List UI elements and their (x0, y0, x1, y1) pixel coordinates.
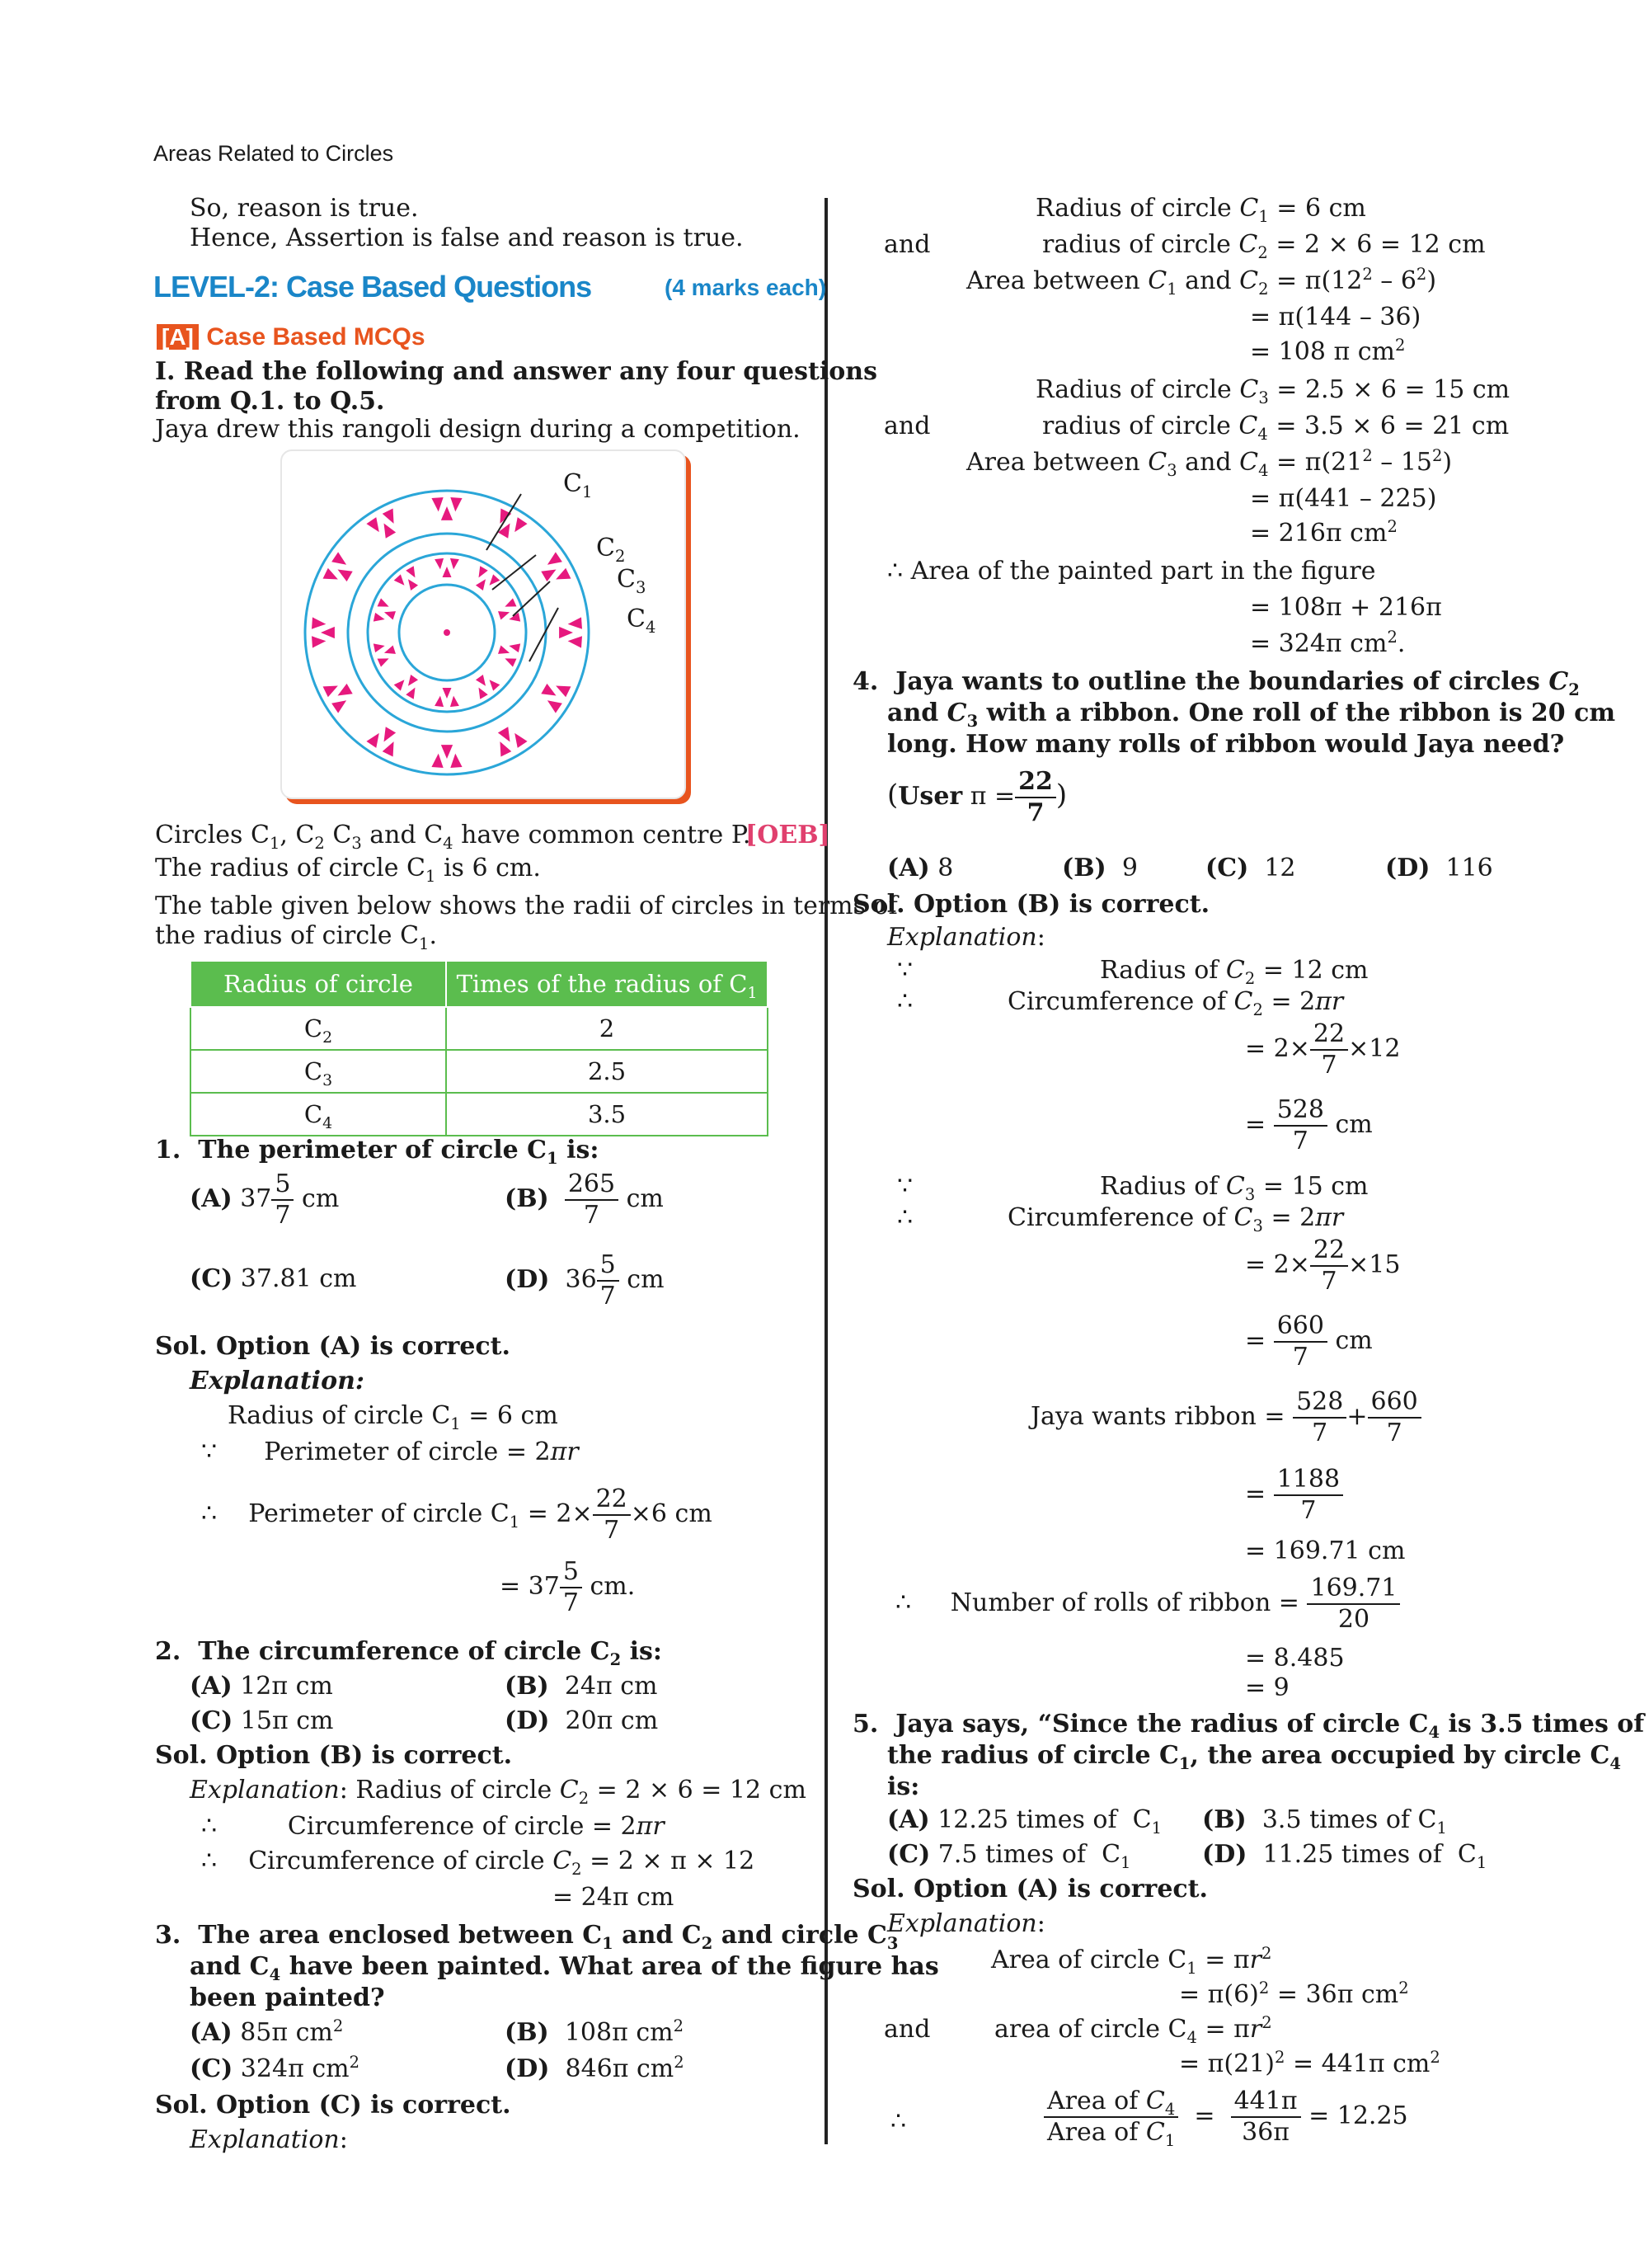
q3-solution: Sol. Option (C) is correct. (155, 2091, 511, 2120)
instruction-line-2: from Q.1. to Q.5. (155, 387, 385, 416)
case-mcq-heading (157, 323, 425, 351)
q2-step-4: = 24π cm (552, 1883, 674, 1912)
rangoli-triangle (366, 733, 378, 748)
fig-label-c3: $C_3$ (617, 565, 646, 597)
q5-explanation: Explanation: (887, 1909, 1045, 1938)
q5-option-a: (A) 12.25 times of $C_1$ (887, 1805, 1163, 1837)
q4-step-4: = $\frac{528}{7}$ cm (1245, 1095, 1373, 1155)
fig-label-c4: $C_4$ (627, 605, 656, 637)
radius-c1-text: The radius of circle $C_1$ is 6 cm. (155, 854, 541, 886)
q2-option-c: (C) 15π cm (190, 1706, 334, 1735)
q4-explanation: Explanation: (887, 923, 1045, 952)
column-divider (824, 198, 828, 2144)
because-symbol: ∵ (897, 956, 914, 985)
instruction-line-1: I. Read the following and answer any four questions (155, 357, 877, 386)
rangoli-triangle (556, 568, 571, 580)
q3-step-5: = 108 π $cm^2$ (1250, 336, 1406, 366)
q3-option-b: (B) 108π $cm^2$ (505, 2016, 684, 2047)
rangoli-triangle (509, 643, 520, 652)
rangoli-figure (282, 451, 684, 798)
q2-step-3: ∴ Circumference of circle $C_2 = 2 \times \pi \times 12$ (201, 1847, 755, 1879)
q1-explanation: Explanation: (190, 1367, 364, 1395)
q3-step-9: = π(441 – 225) (1250, 484, 1437, 513)
q4-step-7: = 2× $\frac{22}{7}$ ×15 (1245, 1235, 1401, 1296)
q5-step-5: $\frac{Area of C_4}{Area of C_1}$ = $\frac{441\pi}{36\pi}$ = 12.25 (1044, 2087, 1408, 2148)
rangoli-triangle (378, 658, 389, 666)
rangoli-triangle (312, 636, 326, 647)
q4-step-13: = 8.485 (1245, 1644, 1345, 1673)
marks-label: (4 marks each) (665, 275, 827, 300)
rangoli-triangle (547, 552, 562, 564)
q1-option-c: (C) 37.81 cm (190, 1264, 357, 1293)
rangoli-triangle (443, 688, 452, 699)
rangoli-triangle (312, 617, 326, 628)
q5-step-3: area of circle $C_4 = \pi r^2$ (994, 2013, 1272, 2047)
rangoli-triangle (321, 627, 335, 638)
q4-step-5: Radius of $C_3 = 15$ cm (1100, 1172, 1369, 1204)
q1-step-3: ∴ Perimeter of circle $C_1 = 2\times$ $\frac{22}{7}$ ×6 cm (201, 1485, 712, 1545)
rangoli-triangle (378, 598, 389, 606)
rangoli-triangle (373, 613, 385, 622)
rangoli-triangle (384, 727, 397, 741)
q4-step-9: Jaya wants ribbon = $\frac{528}{7}$ + $\frac{660}{7}$ (1031, 1387, 1421, 1448)
section-title: Case Based MCQs (206, 323, 425, 351)
rangoli-triangle (323, 568, 338, 580)
and-label: and (884, 230, 931, 259)
rangoli-triangle (394, 680, 405, 690)
rangoli-triangle (373, 643, 385, 652)
q3-option-c: (C) 324π $cm^2$ (190, 2053, 359, 2083)
q3-option-d: (D) 846π $cm^2$ (505, 2053, 684, 2083)
rangoli-triangle (541, 684, 556, 696)
rangoli-triangle (441, 745, 453, 759)
section-tag: [A] (157, 324, 199, 350)
table-row (190, 1050, 768, 1093)
rangoli-triangle (450, 696, 459, 708)
rangoli-triangle (476, 675, 486, 686)
rangoli-triangle (431, 754, 443, 768)
oeb-tag: [OEB] (745, 821, 830, 849)
q5-step-2: = $\pi(6)^2 = 36\pi$ $cm^2$ (1179, 1979, 1409, 2009)
rangoli-triangle (556, 685, 571, 697)
rangoli-triangle (500, 509, 511, 524)
q5-step-4: = $\pi(21)^2 = 441\pi$ $cm^2$ (1179, 2048, 1440, 2078)
rangoli-triangle (450, 558, 459, 570)
rangoli-triangle (435, 696, 444, 708)
rangoli-triangle (514, 733, 527, 748)
rangoli-triangle (406, 566, 415, 577)
rangoli-triangle (408, 675, 418, 686)
therefore-symbol: ∴ (890, 2107, 907, 2136)
q3-step-7: radius of circle $C_4 = 3.5 \times 6 = 21$ cm (1042, 412, 1510, 444)
q3-text-3: been painted? (190, 1983, 385, 2012)
q2-solution: Sol. Option (B) is correct. (155, 1741, 513, 1770)
q5-text-1: 5. Jaya says, “Since the radius of circle $C_4$ is 3.5 times of (853, 1710, 1645, 1742)
and-label: and (884, 412, 931, 440)
q3-step-11: ∴ Area of the painted part in the figure (887, 557, 1376, 586)
rangoli-triangle (406, 688, 415, 699)
rangoli-triangle (337, 570, 352, 582)
rangoli-triangle (366, 517, 378, 532)
fig-label-c2: $C_2$ (596, 534, 626, 566)
rangoli-triangle (450, 754, 462, 768)
rangoli-triangle (547, 700, 562, 713)
rangoli-triangle (450, 497, 462, 511)
q5-option-c: (C) 7.5 times of $C_1$ (887, 1840, 1131, 1872)
q3-step-10: = 216π $cm^2$ (1250, 517, 1398, 548)
table-header: Times of the radius of $C_1$ (446, 961, 768, 1007)
rangoli-triangle (384, 611, 396, 619)
q5-option-b: (B) 3.5 times of $C_1$ (1202, 1805, 1447, 1837)
centre-point (444, 629, 450, 636)
q4-text-2: and $C_3$ with a ribbon. One roll of the ribbon is 20 cm (887, 699, 1616, 731)
q3-explanation: Explanation: (190, 2125, 348, 2154)
q4-option-d: (D) 116 (1385, 854, 1493, 882)
rangoli-triangle (435, 558, 444, 570)
q2-step-1: Explanation: Radius of circle $C_2 = 2 \times 6 = 12$ cm (190, 1776, 806, 1808)
rangoli-triangle (490, 680, 500, 690)
table-header: Radius of circle (190, 961, 446, 1007)
q1-option-b: (B) $\frac{265}{7}$ cm (505, 1169, 664, 1230)
q4-text-3: long. How many rolls of ribbon would Jaya need? (887, 730, 1565, 759)
rangoli-triangle (498, 645, 510, 653)
q3-text-1: 3. The area enclosed between $C_1$ and $C_2$ and circle $C_3$ (155, 1921, 899, 1953)
rangoli-triangle (505, 658, 516, 666)
q4-step-2: Circumference of $C_2 = 2\pi r$ (1008, 987, 1344, 1019)
q1-option-d: (D) 36 $\frac{5}{7}$ cm (505, 1250, 665, 1310)
q4-text-1: 4. Jaya wants to outline the boundaries of circles $C_2$ (853, 667, 1580, 699)
rangoli-triangle (383, 741, 394, 756)
table-cell: $C_3$ (190, 1050, 446, 1093)
q1-text: 1. The perimeter of circle $C_1$ is: (155, 1136, 599, 1168)
fig-label-c1: $C_1$ (563, 469, 593, 501)
q3-step-6: Radius of circle $C_3 = 2.5 \times 6 = 15$ cm (1036, 375, 1510, 407)
q4-step-6: Circumference of $C_3 = 2\pi r$ (1008, 1203, 1344, 1235)
rangoli-triangle (498, 727, 510, 741)
q3-step-3: Area between $C_1$ and $C_2 = \pi(12^2 - 6^2)$ (966, 265, 1437, 299)
and-label: and (884, 2015, 931, 2044)
q2-text: 2. The circumference of circle $C_2$ is: (155, 1637, 662, 1669)
q4-step-8: = $\frac{660}{7}$ cm (1245, 1311, 1373, 1372)
rangoli-triangle (568, 636, 582, 647)
therefore-symbol: ∴ (897, 987, 914, 1016)
rangoli-triangle (568, 617, 582, 628)
q3-step-8: Area between $C_3$ and $C_4 = \pi(21^2 - 15^2)$ (966, 446, 1453, 480)
table-row (190, 1093, 768, 1136)
rangoli-triangle (490, 574, 500, 585)
rangoli-triangle (441, 506, 453, 520)
rangoli-triangle (505, 598, 516, 606)
rangoli-triangle (559, 627, 573, 638)
rangoli-figure-frame (280, 449, 686, 799)
radius-table (190, 960, 768, 1136)
q3-text-2: and $C_4$ have been painted. What area of the figure has (190, 1952, 939, 1984)
q2-option-d: (D) 20π cm (505, 1706, 659, 1735)
because-symbol: ∵ (897, 1172, 914, 1201)
therefore-symbol: ∴ (897, 1203, 914, 1232)
rangoli-triangle (514, 517, 527, 532)
q1-step-1: Radius of circle $C_1 = 6$ cm (228, 1401, 558, 1433)
circles-common-centre: Circles $C_1$, $C_2$ $C_3$ and $C_4$ have common centre P. (155, 821, 751, 853)
rangoli-triangle (323, 685, 338, 697)
table-cell: $C_2$ (190, 1007, 446, 1050)
table-cell: 3.5 (446, 1093, 768, 1136)
story-text: Jaya drew this rangoli design during a competition. (155, 415, 801, 444)
running-header: Areas Related to Circles (153, 141, 394, 166)
rangoli-triangle (500, 741, 511, 756)
intro-line-2: Hence, Assertion is false and reason is true. (190, 224, 744, 252)
rangoli-triangle (431, 497, 443, 511)
table-intro-1: The table given below shows the radii of circles in terms of (155, 892, 898, 920)
table-intro-2: the radius of circle $C_1$. (155, 921, 437, 953)
q1-option-a: (A) 37 $\frac{5}{7}$ cm (190, 1169, 340, 1230)
rangoli-triangle (479, 688, 488, 699)
q3-step-2: radius of circle $C_2 = 2 \times 6 = 12$ cm (1042, 230, 1486, 262)
q4-hint: (User π = $\frac{22}{7}$ ) (887, 767, 1068, 827)
q5-step-1: Area of circle $C_1 = \pi r^2$ (991, 1944, 1272, 1978)
rangoli-triangle (331, 552, 346, 564)
level-heading: LEVEL-2: Case Based Questions (153, 270, 592, 303)
q1-solution: Sol. Option (A) is correct. (155, 1332, 510, 1361)
rangoli-triangle (337, 684, 352, 696)
q4-step-12: ∴ Number of rolls of ribbon = $\frac{169.71}{20}$ (895, 1574, 1400, 1635)
q4-step-14: = 9 (1245, 1673, 1290, 1702)
rangoli-triangle (384, 523, 397, 538)
q4-solution: Sol. Option (B) is correct. (853, 890, 1210, 919)
q4-step-10: = $\frac{1188}{7}$ (1245, 1465, 1343, 1526)
q2-step-2: ∴ Circumference of circle = 2πr (201, 1812, 665, 1841)
q5-option-d: (D) 11.25 times of $C_1$ (1202, 1840, 1487, 1872)
table-cell: $C_4$ (190, 1093, 446, 1136)
q3-option-a: (A) 85π $cm^2$ (190, 2016, 344, 2047)
rangoli-triangle (541, 570, 556, 582)
q3-step-4: = π(144 – 36) (1250, 303, 1421, 332)
table-cell: 2 (446, 1007, 768, 1050)
q4-step-1: Radius of $C_2 = 12$ cm (1100, 956, 1369, 988)
q2-option-a: (A) 12π cm (190, 1672, 333, 1701)
q3-step-1: Radius of circle $C_1 = 6$ cm (1036, 194, 1366, 226)
q5-text-3: is: (887, 1772, 920, 1801)
q5-text-2: the radius of circle $C_1$, the area occupied by circle $C_4$ (887, 1741, 1621, 1773)
rangoli-triangle (476, 579, 486, 591)
q1-step-4: = 37 $\frac{5}{7}$ cm. (500, 1557, 636, 1617)
q2-option-b: (B) 24π cm (505, 1672, 658, 1701)
rangoli-triangle (498, 611, 510, 619)
rangoli-triangle (408, 579, 418, 591)
q4-option-c: (C) 12 (1205, 854, 1296, 882)
q1-step-2: ∵ Perimeter of circle = 2πr (201, 1437, 579, 1466)
rangoli-triangle (383, 509, 394, 524)
rangoli-triangle (394, 574, 405, 585)
table-row (190, 1007, 768, 1050)
q4-option-b: (B) 9 (1062, 854, 1138, 882)
q3-step-12: = 108π + 216π (1250, 593, 1442, 622)
q4-step-11: = 169.71 cm (1245, 1536, 1406, 1565)
q5-solution: Sol. Option (A) is correct. (853, 1875, 1208, 1903)
q4-option-a: (A) 8 (887, 854, 954, 882)
intro-line-1: So, reason is true. (190, 194, 419, 223)
q3-step-13: = 324π $cm^2$. (1250, 628, 1406, 658)
q4-step-3: = 2× $\frac{22}{7}$ ×12 (1245, 1019, 1401, 1080)
rangoli-triangle (331, 700, 346, 713)
rangoli-triangle (443, 567, 452, 577)
table-cell: 2.5 (446, 1050, 768, 1093)
rangoli-triangle (384, 645, 396, 653)
rangoli-triangle (479, 566, 488, 577)
rangoli-triangle (498, 523, 510, 538)
